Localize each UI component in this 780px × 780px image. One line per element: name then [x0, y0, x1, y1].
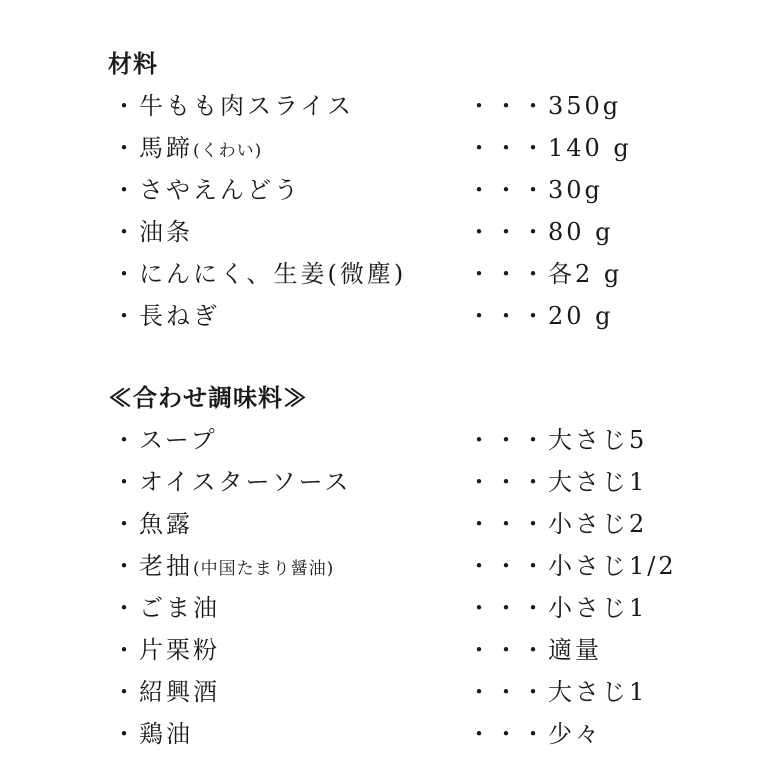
- seasoning-row: [112, 420, 732, 462]
- seasoning-name-group: [112, 546, 334, 581]
- ingredient-amount: ・・・80 g: [467, 218, 614, 246]
- seasoning-name: ・スープ: [112, 426, 218, 454]
- ingredients-heading: 材料: [108, 49, 158, 78]
- seasoning-note: (中国たまり醤油): [193, 559, 335, 579]
- seasoning-heading: ≪合わせ調味料≫: [108, 383, 308, 412]
- seasoning-name: ・紹興酒: [112, 678, 220, 706]
- seasoning-row: [112, 546, 732, 588]
- ingredient-amount: ・・・350g: [467, 92, 622, 120]
- ingredient-amount: ・・・各2 g: [467, 260, 623, 288]
- ingredient-name: ・油条: [112, 218, 193, 246]
- ingredient-row: [112, 128, 732, 170]
- ingredient-row: [112, 170, 732, 212]
- seasoning-amount: ・・・少々: [467, 720, 602, 748]
- seasoning-amount: ・・・小さじ2: [467, 510, 648, 538]
- seasoning-amount: ・・・大さじ1: [467, 678, 648, 706]
- ingredient-name: ・にんにく、生姜(微塵): [112, 260, 407, 288]
- seasoning-row: [112, 714, 732, 756]
- ingredient-amount: ・・・140 g: [467, 134, 632, 162]
- ingredient-name: ・馬蹄: [112, 134, 193, 162]
- seasoning-row: [112, 672, 732, 714]
- ingredient-row: [112, 212, 732, 254]
- seasoning-amount: ・・・小さじ1/2: [467, 552, 677, 580]
- ingredient-note: (くわい): [193, 141, 263, 161]
- ingredient-row: [112, 296, 732, 338]
- seasoning-amount: ・・・小さじ1: [467, 594, 648, 622]
- seasoning-amount: ・・・適量: [467, 636, 602, 664]
- ingredient-row: [112, 254, 732, 296]
- seasoning-name: ・鶏油: [112, 720, 193, 748]
- seasoning-name: ・ごま油: [112, 594, 220, 622]
- seasoning-row: [112, 630, 732, 672]
- seasoning-row: [112, 588, 732, 630]
- seasoning-amount: ・・・大さじ5: [467, 426, 648, 454]
- seasoning-name: ・オイスターソース: [112, 468, 352, 496]
- ingredient-name-group: [112, 128, 262, 163]
- ingredient-amount: ・・・30g: [467, 176, 603, 204]
- ingredient-name: ・牛もも肉スライス: [112, 92, 355, 120]
- ingredient-name: ・さやえんどう: [112, 176, 301, 204]
- seasoning-amount: ・・・大さじ1: [467, 468, 648, 496]
- seasoning-row: [112, 462, 732, 504]
- ingredient-row: [112, 86, 732, 128]
- seasoning-name: ・魚露: [112, 510, 193, 538]
- ingredient-amount: ・・・20 g: [467, 302, 614, 330]
- seasoning-row: [112, 504, 732, 546]
- seasoning-name: ・片栗粉: [112, 636, 220, 664]
- seasoning-name: ・老抽: [112, 552, 193, 580]
- ingredient-name: ・長ねぎ: [112, 302, 220, 330]
